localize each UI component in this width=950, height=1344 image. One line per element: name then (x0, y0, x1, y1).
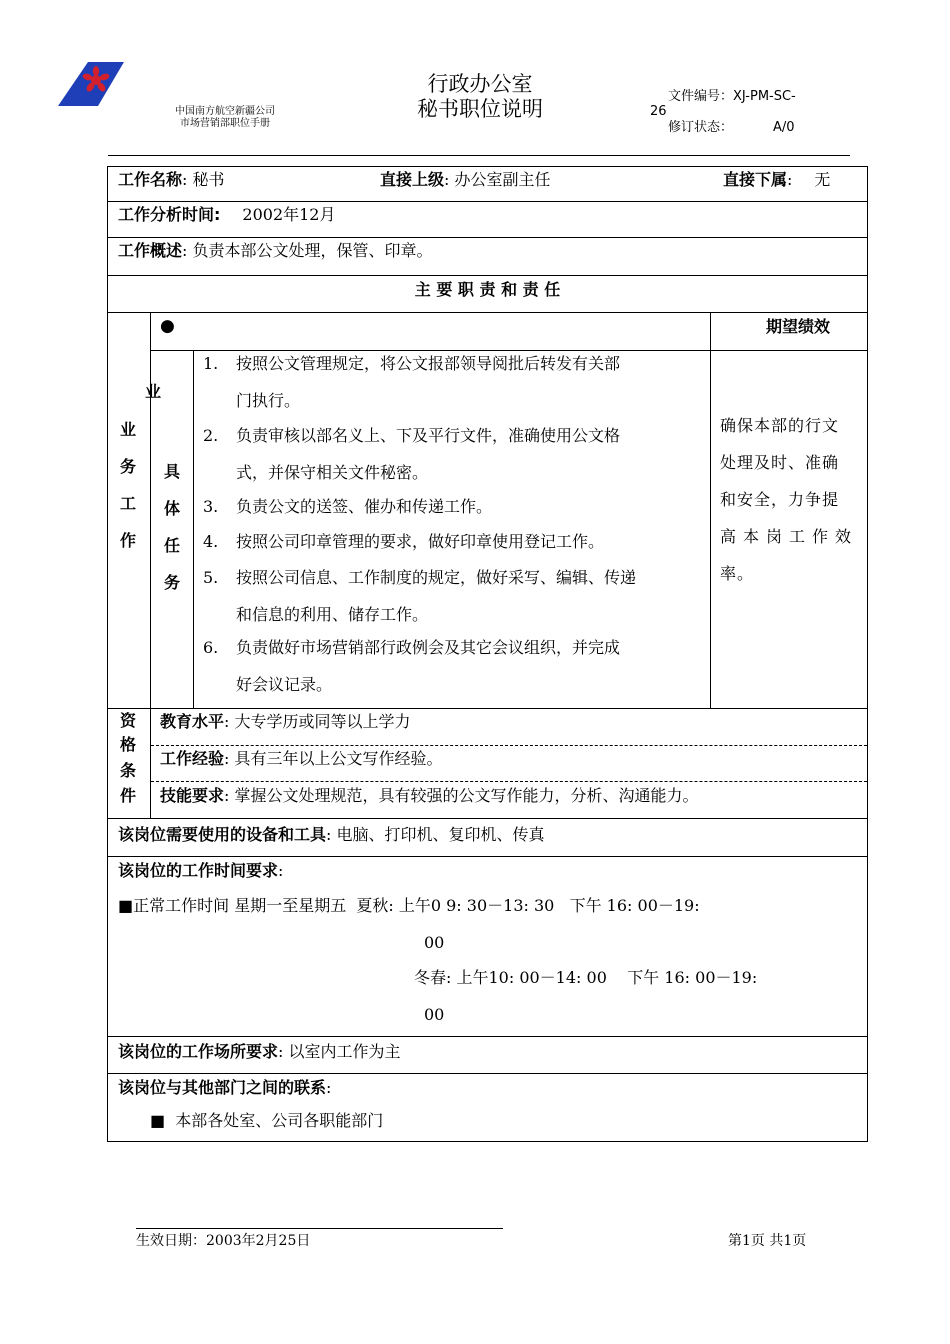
qual-label-3: 条 (119, 761, 136, 780)
equipment-value: 电脑、打印机、复印机、传真 (336, 825, 545, 844)
task-item-4 (203, 523, 713, 560)
row-divider (108, 1036, 867, 1037)
relations-label: 该岗位与其他部门之间的联系 (118, 1078, 327, 1097)
doc-number-wrap: 26 (650, 104, 667, 119)
task-text: 按照公文管理规定，将公文报部领导阅批后转发有关部 (236, 354, 621, 373)
performance-header: 期望绩效 (766, 317, 831, 336)
title-line2: 秘书职位说明 (417, 97, 543, 121)
inner-label-4: 务 (163, 573, 180, 592)
dashed-divider (151, 745, 867, 746)
section-title: 主 要 职 责 和 责 任 (414, 280, 561, 299)
effective-date: 生效日期：2003年2月25日 (136, 1233, 311, 1249)
superior-label: 直接上级 (380, 170, 445, 189)
education-label: 教育水平 (160, 712, 225, 731)
task-item-6 (203, 629, 713, 703)
performance-line: 处理及时、准确 (720, 453, 840, 472)
work-time-line2: 冬春: 上午10: 00－14: 00 下午 16: 00－19: (414, 968, 758, 987)
workplace-label: 该岗位的工作场所要求 (118, 1042, 279, 1061)
bullet-icon: ● (160, 316, 175, 336)
performance-line: 率。 (720, 564, 755, 583)
document-title (380, 72, 580, 122)
col-divider (193, 350, 194, 708)
skills-label: 技能要求 (160, 786, 225, 805)
page-number: 第1页 共1页 (728, 1233, 807, 1249)
revision-value: A/0 (773, 120, 795, 135)
equipment-label: 该岗位需要使用的设备和工具 (118, 825, 327, 844)
title-line1: 行政办公室 (427, 72, 533, 96)
company-logo (56, 60, 126, 108)
relations-value: ■ 本部各处室、公司各职能部门 (150, 1111, 384, 1130)
overview-value: 负责本部公文处理，保管、印章。 (192, 241, 433, 260)
row-divider (108, 856, 867, 857)
workplace-value: 以室内工作为主 (288, 1042, 401, 1061)
work-time-line1-wrap: 00 (424, 933, 445, 952)
company-line2: 市场营销部职位手册 (180, 118, 270, 129)
work-time-line1: ■正常工作时间 星期一至星期五 夏秋: 上午0 9: 30－13: 30 下午 16: 00－19: (118, 896, 700, 915)
outer-label-4: 作 (119, 531, 136, 550)
revision-label: 修订状态： (668, 120, 734, 135)
job-name-value: 秘书 (192, 170, 225, 189)
task-number: 5. (203, 568, 219, 587)
work-time-label: 该岗位的工作时间要求 (118, 861, 279, 880)
doc-number-label: 文件编号： (668, 89, 734, 104)
doc-number-value: XJ-PM-SC- (733, 89, 796, 104)
subordinate-label: 直接下属 (723, 170, 788, 189)
performance-line: 和安全，力争提 (720, 490, 840, 509)
task-text-cont: 好会议记录。 (236, 675, 333, 694)
row-divider (108, 312, 867, 313)
dashed-divider (151, 781, 867, 782)
inner-label-2: 体 (163, 499, 180, 518)
company-name (150, 106, 300, 130)
task-number: 4. (203, 532, 219, 551)
task-text: 负责做好市场营销部行政例会及其它会议组织，并完成 (236, 638, 621, 657)
task-item-1 (203, 345, 713, 419)
task-text-cont: 式，并保守相关文件秘密。 (236, 463, 429, 482)
qual-label-2: 格 (119, 735, 136, 754)
experience-label: 工作经验 (160, 749, 225, 768)
task-item-5 (203, 559, 713, 633)
document-info (650, 88, 860, 136)
stray-label: 业 (144, 382, 161, 401)
work-time-line2-wrap: 00 (424, 1005, 445, 1024)
inner-label-3: 任 (163, 536, 180, 555)
row-divider (108, 818, 867, 819)
header-rule (108, 155, 850, 156)
task-number: 3. (203, 497, 219, 516)
qual-label-4: 件 (119, 786, 136, 805)
outer-label-1: 业 (119, 420, 136, 439)
qual-label-1: 资 (119, 711, 136, 730)
subordinate-value: 无 (814, 170, 831, 189)
task-text: 负责公文的送签、催办和传递工作。 (236, 497, 493, 516)
row-divider (108, 1073, 867, 1074)
skills-value: 掌握公文处理规范，具有较强的公文写作能力，分析、沟通能力。 (234, 786, 699, 805)
task-number: 2. (203, 426, 219, 445)
superior-value: 办公室副主任 (454, 170, 551, 189)
row-divider (108, 201, 867, 202)
performance-line: 高本岗工作效 (720, 527, 859, 546)
overview-label: 工作概述 (118, 241, 183, 260)
row-divider (108, 708, 867, 709)
outer-label-3: 工 (119, 494, 136, 513)
row-divider (108, 275, 867, 276)
outer-label-2: 务 (119, 457, 136, 476)
task-number: 1. (203, 354, 219, 373)
expected-performance (720, 407, 862, 592)
performance-line: 确保本部的行文 (720, 416, 840, 435)
analysis-time-value: 2002年12月 (242, 205, 336, 224)
company-line1: 中国南方航空新疆公司 (175, 106, 275, 117)
task-text-cont: 门执行。 (236, 391, 301, 410)
row-divider (108, 237, 867, 238)
experience-value: 具有三年以上公文写作经验。 (234, 749, 443, 768)
task-text: 按照公司信息、工作制度的规定，做好采写、编辑、传递 (236, 568, 637, 587)
analysis-time-label: 工作分析时间: (118, 205, 221, 224)
task-text: 按照公司印章管理的要求，做好印章使用登记工作。 (236, 532, 605, 551)
education-value: 大专学历或同等以上学力 (234, 712, 411, 731)
job-description-table: 工作名称: 秘书 直接上级: 办公室副主任 直接下属: 无 工作分析时间: 2002年12月 工作概述: 负责本部公文处理，保管、印章。 主 要 职 责 和 责 任 ● 期望绩效 业 业 务 工 作 具 体 任 务 1. 按照公文管理规定，将公文报部领导阅批后转发有关部 门执行。 2. 负责审核以部名义上、下及平行文件，准确使用公文格 式，并保守相关文件秘密。 3. 负责公文的送签、催办和传递工作。 4. 按照公司印章管理的要求，做好印章使用登记工作。 5. 按照公司信息、工作制度的规定，做好采写、编辑、传递 和信息的利用、储存工作。 6. 负责做好市场营销部行政例会及其它会议组织，并完成 好会议记录。 确保本部的行文 处理及时、准确 和安全，力争提 高本岗工作效 率。 资 格 条 件 教育水平: 大专学历或同等以上学力 工作经验: 具有三年以上公文写作经验。 技能要求: 掌握公文处理规范，具有较强的公文写作能力，分析、沟通能力。 该岗位需要使用的设备和工具: 电脑、打印机、复印机、传真 该岗位的工作时间要求: ■正常工作时间 星期一至星期五 夏秋: 上午0 9: 30－13: 30 下午 16: 00－19: 00 冬春: 上午10: 00－14: 00 下午 16: 00－19: 00 该岗位的工作场所要求: 以室内工作为主 该岗位与其他部门之间的联系: ■ 本部各处室、公司各职能部门 (107, 166, 868, 1142)
task-text: 负责审核以部名义上、下及平行文件，准确使用公文格 (236, 426, 621, 445)
footer-rule (136, 1228, 503, 1229)
inner-label-1: 具 (163, 462, 180, 481)
task-text-cont: 和信息的利用、储存工作。 (236, 605, 429, 624)
task-number: 6. (203, 638, 219, 657)
task-item-2 (203, 417, 713, 491)
job-name-label: 工作名称 (118, 170, 183, 189)
task-item-3 (203, 488, 713, 525)
